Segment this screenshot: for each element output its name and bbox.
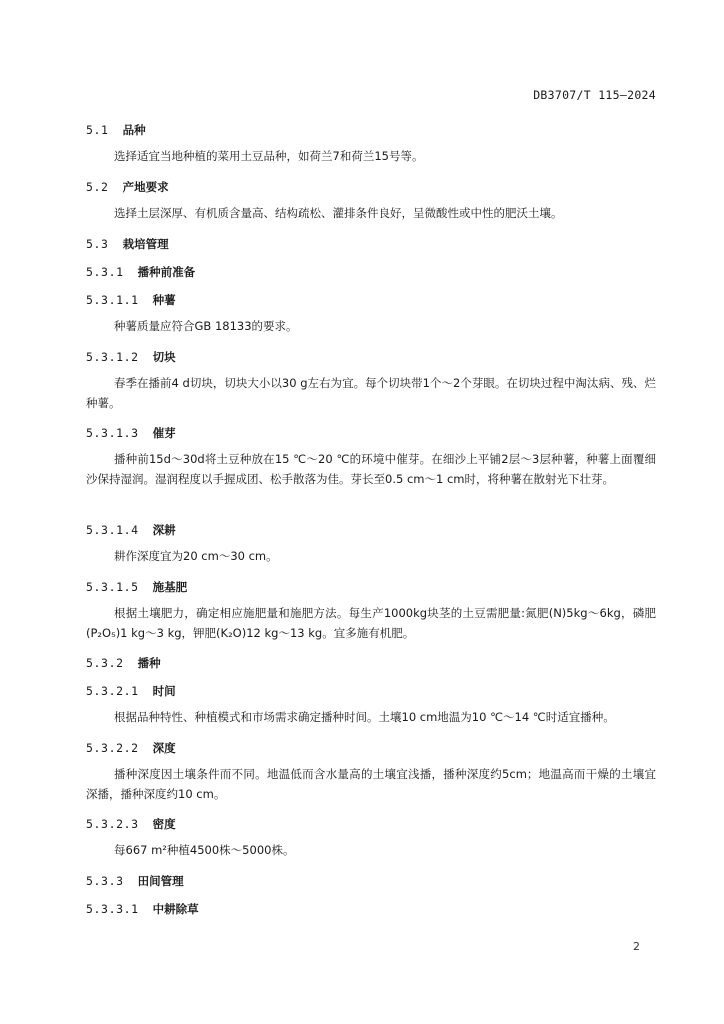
section-body-5-3-2-2: 播种深度因土壤条件而不同。地温低而含水量高的土壤宜浅播，播种深度约5cm；地温高而干燥的土壤宜深播，播种深度约10 cm。 [86,767,656,801]
section-title: 栽培管理 [122,237,169,251]
section-title: 播种前准备 [137,265,196,279]
section-heading-5-3-2-3 [86,816,176,832]
section-number: 5.1 [86,123,109,137]
page-number: 2 [633,940,640,953]
section-title: 深耕 [152,523,176,537]
section-heading-5-3-2-2 [86,740,176,756]
section-number: 5.3.2 [86,656,124,670]
section-heading-5-3 [86,236,169,252]
section-heading-5-3-1-3 [86,425,176,441]
section-title: 施基肥 [152,580,188,594]
section-title: 中耕除草 [152,902,199,916]
section-title: 品种 [122,123,146,137]
section-title: 播种 [137,656,161,670]
section-number: 5.3.1.2 [86,350,139,364]
section-heading-5-2 [86,179,169,195]
section-title: 种薯 [152,293,176,307]
section-number: 5.3.1 [86,265,124,279]
section-number: 5.3.1.5 [86,580,139,594]
section-number: 5.3 [86,237,109,251]
section-title: 密度 [152,817,176,831]
section-number: 5.3.1.3 [86,426,139,440]
section-heading-5-3-1 [86,264,195,280]
section-body-5-1: 选择适宜当地种植的菜用土豆品种，如荷兰7和荷兰15号等。 [114,149,424,163]
section-title: 催芽 [152,426,176,440]
section-body-5-3-1-5: 根据土壤肥力，确定相应施肥量和施肥方法。每生产1000kg块茎的土豆需肥量:氮肥(N)5kg～6kg，磷肥(P₂O₅)1 kg～3 kg，钾肥(K₂O)12 kg～13 kg。宜多施有机肥。 [86,606,656,640]
section-title: 时间 [152,684,176,698]
section-heading-5-3-1-5 [86,579,187,595]
section-body-5-2: 选择土层深厚、有机质含量高、结构疏松、灌排条件良好，呈微酸性或中性的肥沃土壤。 [114,206,563,220]
section-heading-5-3-1-4 [86,522,176,538]
section-number: 5.3.3 [86,874,124,888]
section-number: 5.3.2.2 [86,741,139,755]
section-number: 5.2 [86,180,109,194]
section-number: 5.3.1.1 [86,293,139,307]
section-heading-5-3-2 [86,655,161,671]
section-number: 5.3.2.1 [86,684,139,698]
section-body-5-3-1-4: 耕作深度宜为20 cm～30 cm。 [114,549,278,563]
section-heading-5-3-1-2 [86,349,176,365]
section-heading-5-3-1-1 [86,292,176,308]
section-title: 切块 [152,350,176,364]
section-title: 田间管理 [137,874,184,888]
section-title: 深度 [152,741,176,755]
section-body-5-3-2-1: 根据品种特性、种植模式和市场需求确定播种时间。土壤10 cm地温为10 ℃～14 ℃时适宜播种。 [114,710,615,724]
section-heading-5-3-2-1 [86,683,176,699]
section-heading-5-3-3-1 [86,901,199,917]
section-number: 5.3.2.3 [86,817,139,831]
section-number: 5.3.1.4 [86,523,139,537]
section-body-5-3-2-3: 每667 m²种植4500株～5000株。 [114,843,295,857]
section-number: 5.3.3.1 [86,902,139,916]
document-code: DB3707/T 115—2024 [533,88,656,102]
section-heading-5-3-3 [86,873,184,889]
section-title: 产地要求 [122,180,169,194]
section-body-5-3-1-2: 春季在播前4 d切块，切块大小以30 g左右为宜。每个切块带1个～2个芽眼。在切块过程中淘汰病、残、烂种薯。 [86,376,656,410]
section-body-5-3-1-1: 种薯质量应符合GB 18133的要求。 [114,319,298,333]
section-heading-5-1 [86,122,146,138]
section-body-5-3-1-3: 播种前15d～30d将土豆种放在15 ℃～20 ℃的环境中催芽。在细沙上平铺2层～3层种薯，种薯上面覆细沙保持湿润。湿润程度以手握成团、松手散落为佳。芽长至0.5 cm～1 cm时，将种薯在散射光下壮芽。 [86,452,656,486]
